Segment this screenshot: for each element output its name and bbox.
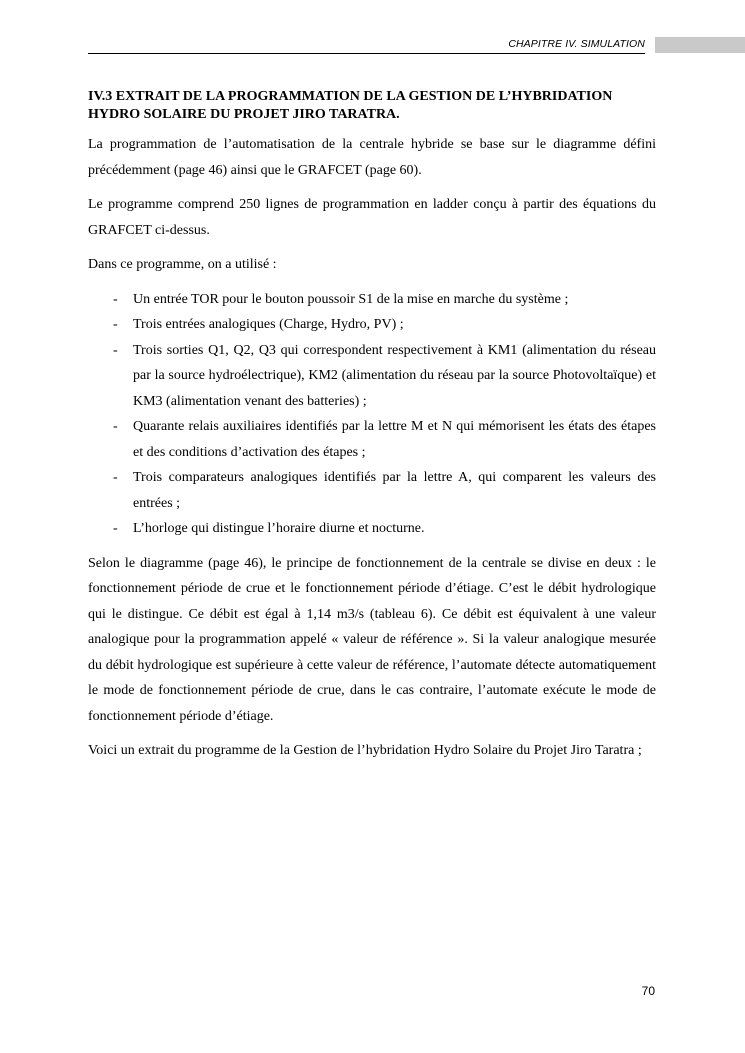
bullet-dash: - [113,470,118,485]
header-rule [88,53,645,54]
header-gray-bar [655,37,745,53]
list-item-text: Un entrée TOR pour le bouton poussoir S1 de la mise en marche du système ; [133,291,569,307]
list-item-text: Trois comparateurs analogiques identifiés par la lettre A, qui comparent les valeurs des entrées ; [133,470,656,511]
paragraph-program-size: Le programme comprend 250 lignes de programmation en ladder conçu à partir des équations du GRAFCET ci-dessus. [88,197,656,238]
page-content [88,88,656,773]
list-item [88,287,656,313]
page-number: 70 [641,984,655,998]
paragraph-intro: La programmation de l’automatisation de la centrale hybride se base sur le diagramme défini précédemment (page 46) ainsi que le GRAFCET (page 60). [88,137,656,178]
paragraph-excerpt-intro: Voici un extrait du programme de la Gestion de l’hybridation Hydro Solaire du Projet Jiro Taratra ; [88,743,642,758]
list-item-text: Trois sorties Q1, Q2, Q3 qui correspondent respectivement à KM1 (alimentation du réseau par la source hydroélectrique), KM2 (alimentation du réseau par la source Photovoltaïque) et KM3 (alimentation venant des batteries) ; [133,342,656,409]
bullet-dash: - [113,419,118,434]
page-header [88,34,745,54]
bullet-dash: - [113,342,118,358]
list-item [88,312,656,338]
bullet-dash: - [113,521,118,536]
list-item [88,465,656,516]
list-item [88,516,656,542]
paragraph-operating-principle: Selon le diagramme (page 46), le principe de fonctionnement de la centrale se divise en deux : le fonctionnement période de crue et le fonctionnement période d’étiage. C’est le débit hydrologique qui le distingue. Ce débit est égal à 1,14 m3/s (tableau 6). Ce débit est équivalent à une valeur analogique pour la programmation appelé « valeur de référence ». Si la valeur analogique mesurée du débit hydrologique est supérieure à cette valeur de référence, l’automate détecte automatiquement le mode de fonctionnement période de crue, dans le cas contraire, l’automate exécute le mode de fonctionnement période d’étiage. [88,555,656,724]
bullet-dash: - [113,291,118,307]
list-item-text: Quarante relais auxiliaires identifiés par la lettre M et N qui mémorisent les états des étapes et des conditions d’activation des étapes ; [133,419,656,460]
list-item [88,338,656,415]
list-item [88,414,656,465]
components-list [88,287,656,542]
section-title: IV.3 EXTRAIT DE LA PROGRAMMATION DE LA GESTION DE L’HYBRIDATION HYDRO SOLAIRE DU PROJET JIRO TARATRA. [88,89,613,122]
list-item-text: Trois entrées analogiques (Charge, Hydro, PV) ; [133,317,404,332]
paragraph-list-intro: Dans ce programme, on a utilisé : [88,257,277,272]
bullet-dash: - [113,317,118,332]
list-item-text: L’horloge qui distingue l’horaire diurne et nocturne. [133,521,425,536]
chapter-title: CHAPITRE IV. SIMULATION [508,38,645,50]
